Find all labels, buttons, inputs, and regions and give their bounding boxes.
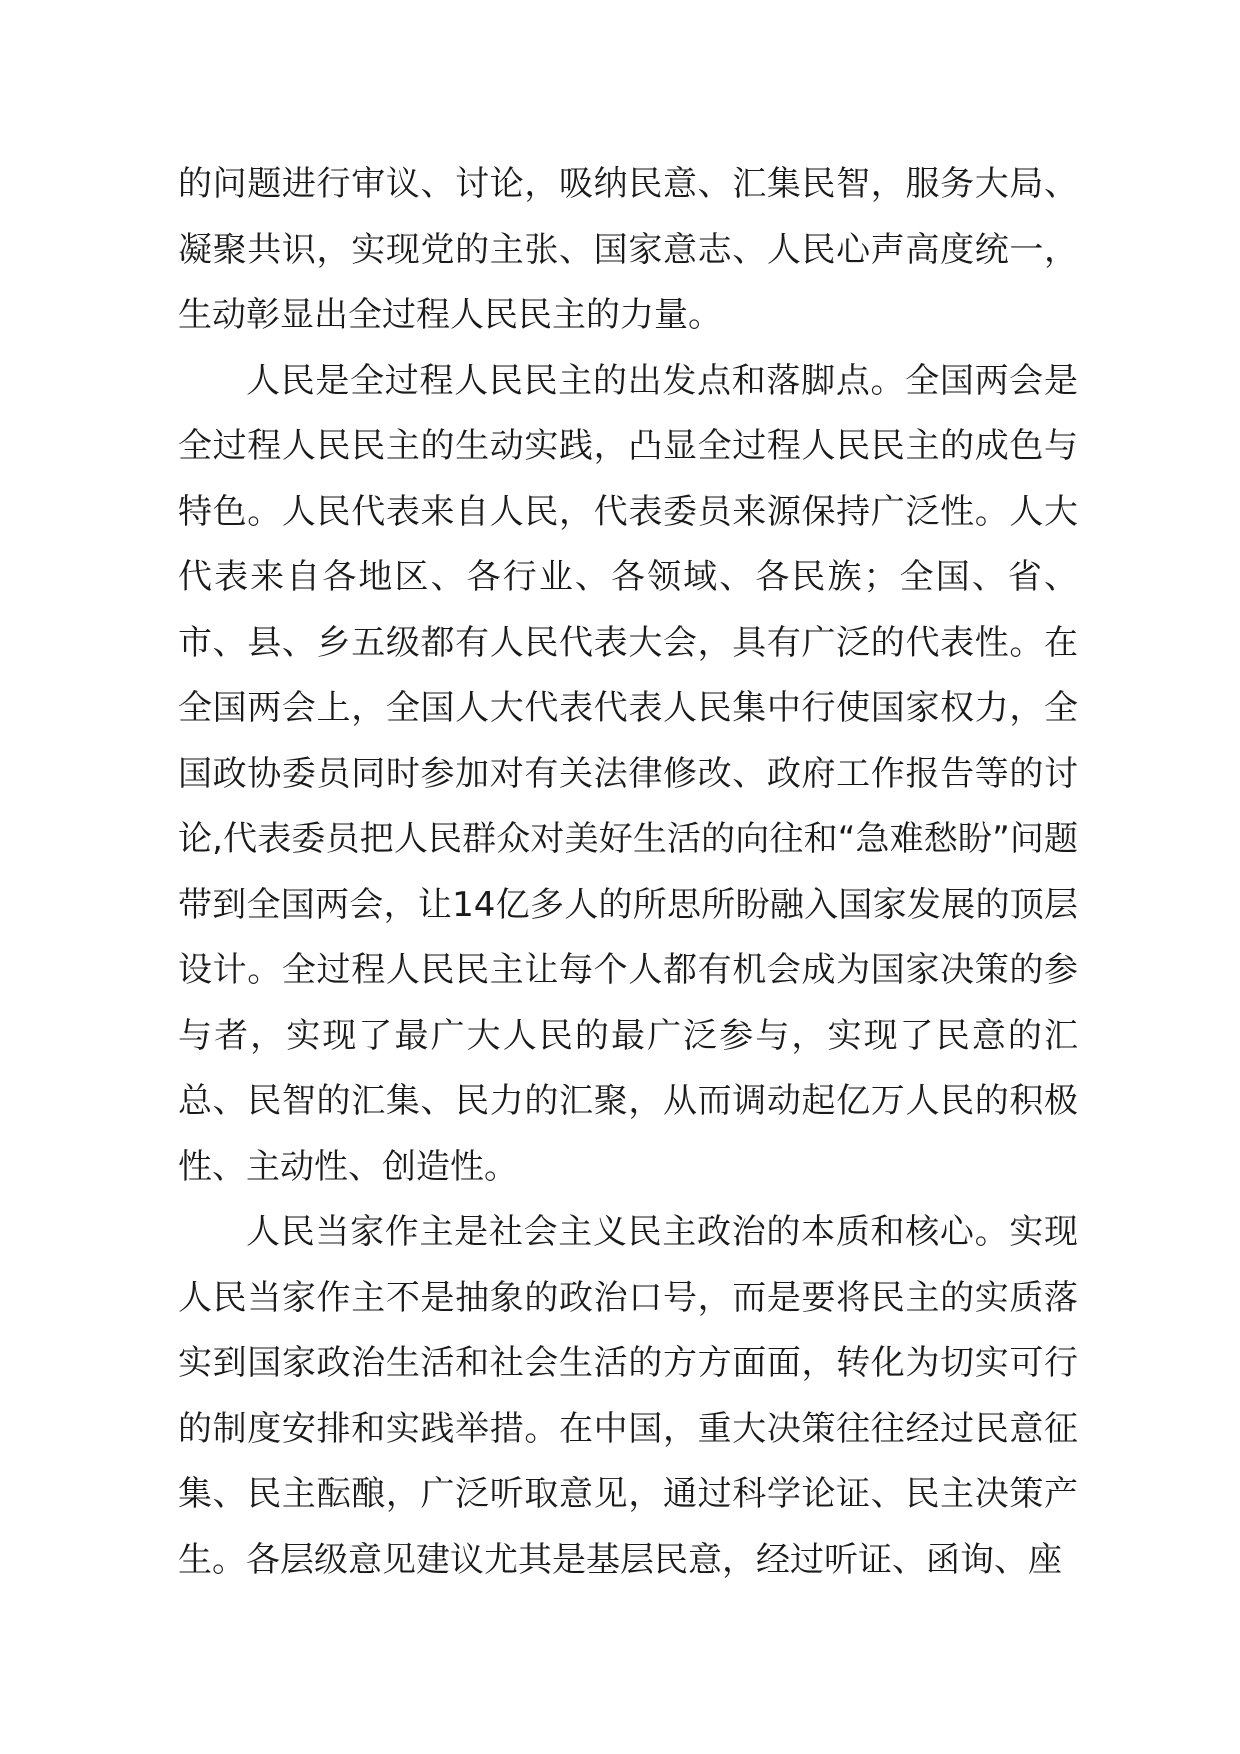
body-text (178, 152, 1078, 1593)
paragraph-3: 人民当家作主是社会主义民主政治的本质和核心。实现人民当家作主不是抽象的政治口号，而是要将民主的实质落实到国家政治生活和社会生活的方方面面，转化为切实可行的制度安排和实践举措。在中国，重大决策往往经过民意征集、民主酝酿，广泛听取意见，通过科学论证、民主决策产生。各层级意见建议尤其是基层民意，经过听证、函询、座 (178, 1212, 1078, 1580)
paragraph-1: 的问题进行审议、讨论，吸纳民意、汇集民智，服务大局、凝聚共识，实现党的主张、国家意志、人民心声高度统一，生动彰显出全过程人民民主的力量。 (178, 164, 1078, 335)
paragraph-2: 人民是全过程人民民主的出发点和落脚点。全国两会是全过程人民民主的生动实践，凸显全过程人民民主的成色与特色。人民代表来自人民，代表委员来源保持广泛性。人大代表来自各地区、各行业、各领域、各民族；全国、省、市、县、乡五级都有人民代表大会，具有广泛的代表性。在全国两会上，全国人大代表代表人民集中行使国家权力，全国政协委员同时参加对有关法律修改、政府工作报告等的讨论,代表委员把人民群众对美好生活的向往和“急难愁盼”问题带到全国两会，让14亿多人的所思所盼融入国家发展的顶层设计。全过程人民民主让每个人都有机会成为国家决策的参与者，实现了最广大人民的最广泛参与，实现了民意的汇总、民智的汇集、民力的汇聚，从而调动起亿万人民的积极性、主动性、创造性。 (178, 360, 1078, 1187)
